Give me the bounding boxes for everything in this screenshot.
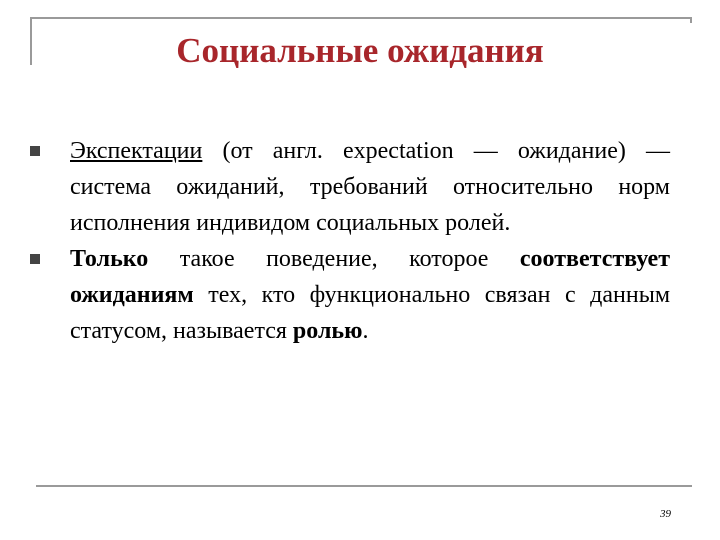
bold-role: ролью [292,318,363,344]
page-number: 39 [660,508,671,520]
bullet-list [30,133,670,349]
text-part: такое поведение, которое [148,246,520,272]
frame-top-line [30,17,692,19]
bullet-text [70,133,670,241]
frame-right-tick [690,17,692,23]
term-expectations: Экспектации [70,138,203,164]
frame-bottom-line [36,485,692,487]
bold-matches-expectations: соответствует ожиданиям [70,246,670,308]
bold-only: Только [70,246,149,272]
text-part: тех, кто функционально связан с данным статусом, называется [70,282,670,344]
square-bullet-icon [30,254,40,264]
page-title: Социальные ожидания [176,31,544,70]
square-bullet-icon [30,146,40,156]
list-item [30,133,670,241]
definition-text: (от англ. expectation — ожидание) — система ожиданий, требований относительно норм исполнения индивидом социальных ролей. [70,138,670,236]
text-part: . [362,318,369,344]
bullet-text [70,241,670,349]
list-item [30,241,670,349]
